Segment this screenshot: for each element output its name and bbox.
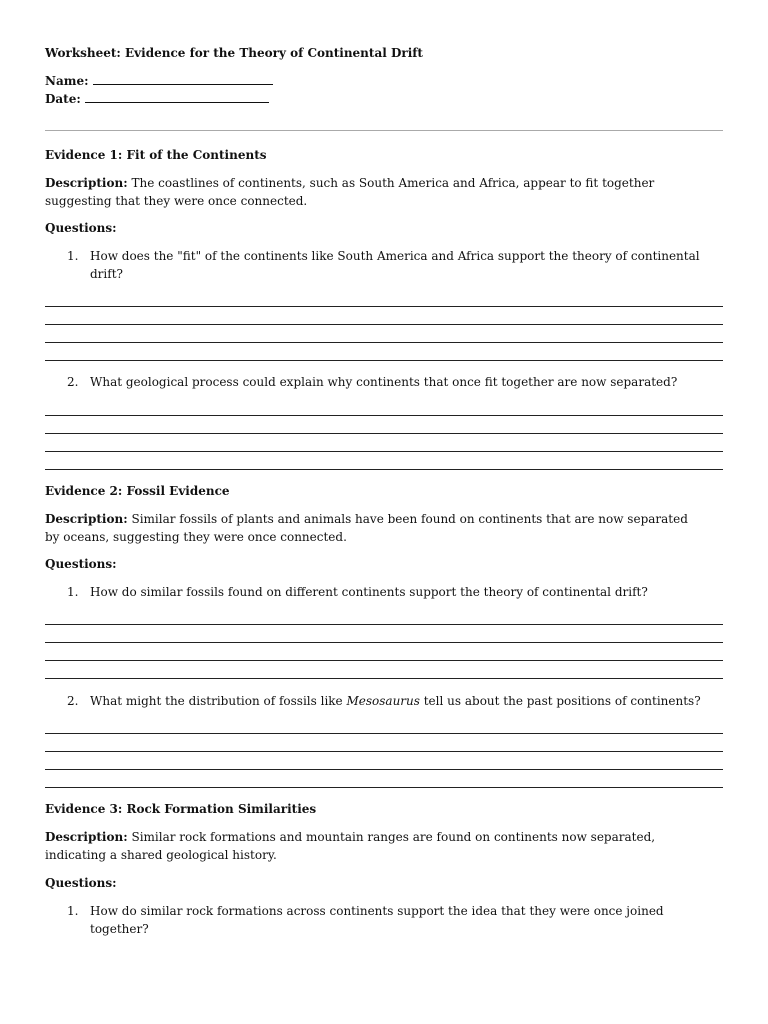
date-label: Date: (45, 92, 81, 106)
header-divider (45, 130, 723, 131)
description-text: Similar rock formations and mountain ranges are found on continents now separated, indicating a shared geological history. (45, 830, 656, 862)
answer-line[interactable] (45, 787, 723, 788)
answer-line[interactable] (45, 769, 723, 770)
answer-line[interactable] (45, 342, 723, 343)
question-1-2 (67, 373, 707, 391)
section-description-evidence-3 (45, 828, 705, 864)
section-description-evidence-1 (45, 174, 705, 210)
question-text-end: tell us about the past positions of continents? (419, 694, 701, 708)
worksheet-title: Worksheet: Evidence for the Theory of Continental Drift (45, 46, 423, 60)
question-2-2 (67, 692, 707, 710)
description-label: Description: (45, 830, 128, 844)
question-text: What geological process could explain why continents that once fit together are now separated? (90, 375, 678, 389)
question-number: 1. (67, 249, 79, 263)
question-text: How do similar rock formations across continents support the idea that they were once joined together? (90, 904, 664, 936)
questions-label-evidence-1: Questions: (45, 221, 117, 235)
answer-line[interactable] (45, 678, 723, 679)
answer-line[interactable] (45, 469, 723, 470)
answer-line[interactable] (45, 415, 723, 416)
question-1-1 (67, 247, 707, 283)
section-heading-evidence-3: Evidence 3: Rock Formation Similarities (45, 802, 317, 816)
question-number: 1. (67, 585, 79, 599)
question-2-1 (67, 583, 707, 601)
name-label: Name: (45, 74, 89, 88)
answer-line[interactable] (45, 433, 723, 434)
date-blank-line[interactable] (85, 92, 269, 103)
description-text: Similar fossils of plants and animals have been found on continents that are now separated by oceans, suggesting they were once connected. (45, 512, 688, 544)
description-label: Description: (45, 512, 128, 526)
question-text: How does the "fit" of the continents like South America and Africa support the theory of continental drift? (90, 249, 700, 281)
question-text (90, 692, 707, 710)
description-text: The coastlines of continents, such as South America and Africa, appear to fit together suggesting that they were once connected. (45, 176, 655, 208)
description-label: Description: (45, 176, 128, 190)
question-number: 2. (67, 375, 79, 389)
date-field (45, 92, 269, 106)
question-text: How do similar fossils found on different continents support the theory of continental drift? (90, 585, 648, 599)
question-number: 2. (67, 694, 79, 708)
answer-line[interactable] (45, 624, 723, 625)
answer-line[interactable] (45, 733, 723, 734)
section-description-evidence-2 (45, 510, 705, 546)
answer-line[interactable] (45, 751, 723, 752)
answer-line[interactable] (45, 660, 723, 661)
section-heading-evidence-2: Evidence 2: Fossil Evidence (45, 484, 230, 498)
answer-line[interactable] (45, 360, 723, 361)
answer-line[interactable] (45, 642, 723, 643)
name-field (45, 74, 273, 88)
answer-line[interactable] (45, 306, 723, 307)
question-3-1 (67, 902, 707, 938)
name-blank-line[interactable] (93, 74, 273, 85)
questions-label-evidence-3: Questions: (45, 876, 117, 890)
question-text-start: What might the distribution of fossils like (90, 694, 347, 708)
answer-line[interactable] (45, 324, 723, 325)
answer-line[interactable] (45, 451, 723, 452)
questions-label-evidence-2: Questions: (45, 557, 117, 571)
question-number: 1. (67, 904, 79, 918)
fossil-name: Mesosaurus (346, 694, 420, 708)
section-heading-evidence-1: Evidence 1: Fit of the Continents (45, 148, 267, 162)
